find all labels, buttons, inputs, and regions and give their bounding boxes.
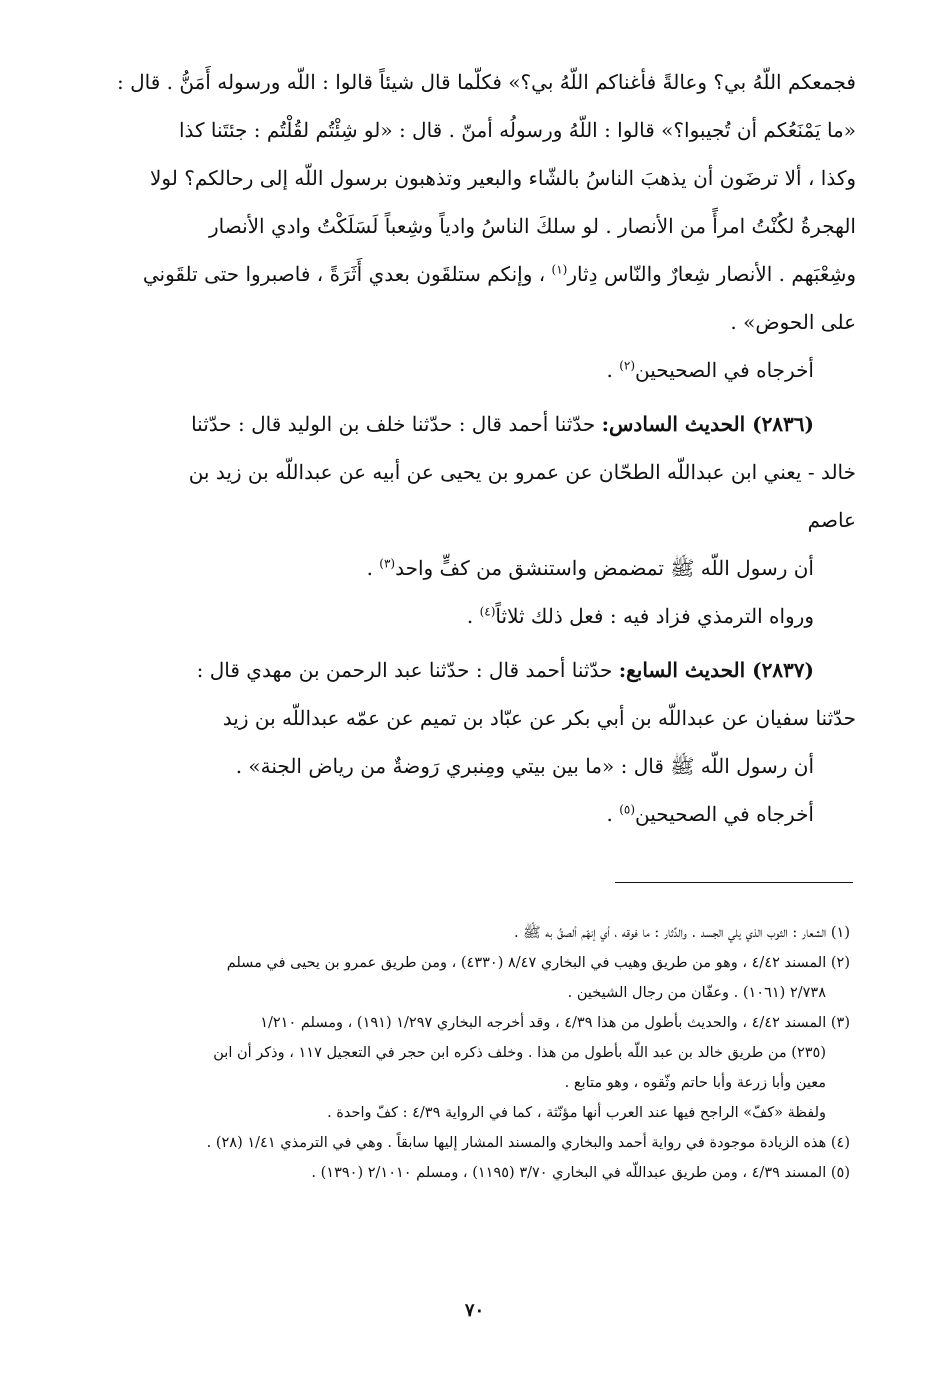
text-segment: أخرجاه في الصحيحين bbox=[635, 802, 814, 826]
text-segment: . bbox=[606, 802, 620, 826]
hadith-heading: (٢٨٣٦) الحديث السادس: bbox=[601, 412, 814, 436]
hadith-7-matn: أن رسول اللّه ﷺ قال : «ما بين بيتي ومِنبري رَوضةٌ من رياض الجنة» . bbox=[235, 754, 814, 778]
footnote-continuation: ولفظة «كفّ» الراجح فيها عند العرب أنها مؤنّثة ، كما في الرواية ٤/٣٩ : كفّ واحدة . bbox=[327, 1105, 826, 1121]
footnote: (٢) المسند ٤/٤٢ ، وهو من طريق وهيب في البخاري ٨/٤٧ (٤٣٣٠) ، ومن طريق عمرو بن يحيى في مسلم bbox=[226, 955, 850, 971]
text-segment: أن رسول اللّه ﷺ تمضمض واستنشق من كفٍّ واحد bbox=[395, 556, 814, 580]
text-line: «ما يَمْنَعُكم أن تُجيبوا؟» قالوا : اللّهُ ورسولُه أمنّ . قال : «لو شِئْتُم لقُلْتُم : جئتَنا كذا bbox=[178, 118, 856, 142]
text-segment: حدّثنا أحمد قال : حدّثنا عبد الرحمن بن مهدي قال : bbox=[196, 658, 613, 682]
text-segment: حدّثنا أحمد قال : حدّثنا خلف بن الوليد قال : حدّثنا bbox=[191, 412, 596, 436]
footnote: (٥) المسند ٤/٣٩ ، ومن طريق عبداللّه في البخاري ٣/٧٠ (١١٩٥) ، ومسلم ٢/١٠١٠ (١٣٩٠) . bbox=[311, 1165, 850, 1181]
footnote-ref[interactable]: (٣) bbox=[379, 556, 396, 571]
footnote-ref[interactable]: (١) bbox=[551, 262, 568, 277]
text-segment: أخرجاه في الصحيحين bbox=[635, 358, 814, 382]
footnote-ref[interactable]: (٤) bbox=[479, 604, 496, 619]
text-segment: . bbox=[366, 556, 380, 580]
footnote-ref[interactable]: (٥) bbox=[619, 802, 636, 817]
hadith-heading: (٢٨٣٧) الحديث السابع: bbox=[618, 658, 814, 682]
text-line bbox=[80, 250, 856, 298]
text-segment: وشِعْبَهم . الأنصار شِعارٌ والنّاس دِثار bbox=[567, 262, 856, 286]
hadith-6-matn bbox=[80, 544, 856, 592]
footnote-continuation: (٢٣٥) من طريق خالد بن عبد اللّه بأطول من هذا . وخلف ذكره ابن حجر في التعجيل ١١٧ ، وذكر أن ابن bbox=[213, 1045, 826, 1061]
footnote-continuation: ٢/٧٣٨ (١٠٦١) . وعفّان من رجال الشيخين . bbox=[567, 985, 826, 1001]
main-text bbox=[80, 58, 856, 838]
text-segment: . bbox=[606, 358, 620, 382]
page-number: ٧٠ bbox=[464, 1300, 485, 1321]
text-line: الهجرةُ لكُنْتُ امرأً من الأنصار . لو سلكَ الناسُ وادياً وشِعباً لَسَلَكْتُ وادي الأنصار bbox=[208, 214, 856, 238]
footnote: (٤) هذه الزيادة موجودة في رواية أحمد والبخاري والمسند المشار إليها سابقاً . وهي في الترمذي ١/٤١ (٢٨) . bbox=[206, 1135, 850, 1151]
text-line: حدّثنا سفيان عن عبداللّه بن أبي بكر عن عبّاد بن تميم عن عمّه عبداللّه بن زيد bbox=[222, 706, 856, 730]
text-line: خالد - يعني ابن عبداللّه الطحّان عن عمرو بن يحيى عن أبيه عن عبداللّه بن زيد بن bbox=[188, 460, 856, 484]
hadith-7-isnad bbox=[80, 646, 856, 694]
footnotes bbox=[80, 918, 850, 1188]
footnote: (٣) المسند ٤/٤٢ ، والحديث بأطول من هذا ٤/٣٩ ، وقد أخرجه البخاري ١/٢٩٧ (١٩١) ، ومسلم ١/٢١٠ bbox=[260, 1015, 850, 1031]
hadith-6-isnad bbox=[80, 400, 856, 448]
footnote-ref[interactable]: (٢) bbox=[619, 358, 636, 373]
footnote-continuation: معين وأبا زرعة وأبا حاتم وثّقوه ، وهو متابع . bbox=[564, 1075, 826, 1091]
footnote-divider bbox=[615, 882, 853, 883]
text-segment: ورواه الترمذي فزاد فيه : فعل ذلك ثلاثاً bbox=[495, 604, 814, 628]
text-line: فجمعكم اللّهُ بي؟ وعالةً فأغناكم اللّهُ بي؟» فكلّما قال شيئاً قالوا : اللّه ورسوله أَمَنُّ . قال : bbox=[117, 70, 856, 94]
text-segment: . bbox=[466, 604, 480, 628]
footnote: (١) الشعار : الثوب الذي يلي الجسد . والدِّثار : ما فوقه ، أي إنهّم ألصقُ به ﷺ . bbox=[513, 925, 850, 941]
text-line: عاصم bbox=[807, 508, 856, 532]
takhrij-line bbox=[80, 790, 856, 838]
takhrij-line bbox=[80, 346, 856, 394]
text-line: وكذا ، ألا ترضَون أن يذهبَ الناسُ بالشّاء والبعير وتذهبون برسول اللّه إلى رحالكم؟ لولا bbox=[150, 166, 856, 190]
text-segment: ، وإنكم ستلقَون بعدي أَثَرَةً ، فاصبروا حتى تلقَوني bbox=[142, 262, 546, 286]
text-line: على الحوض» . bbox=[730, 310, 856, 334]
tirmidhi-line bbox=[80, 592, 856, 640]
